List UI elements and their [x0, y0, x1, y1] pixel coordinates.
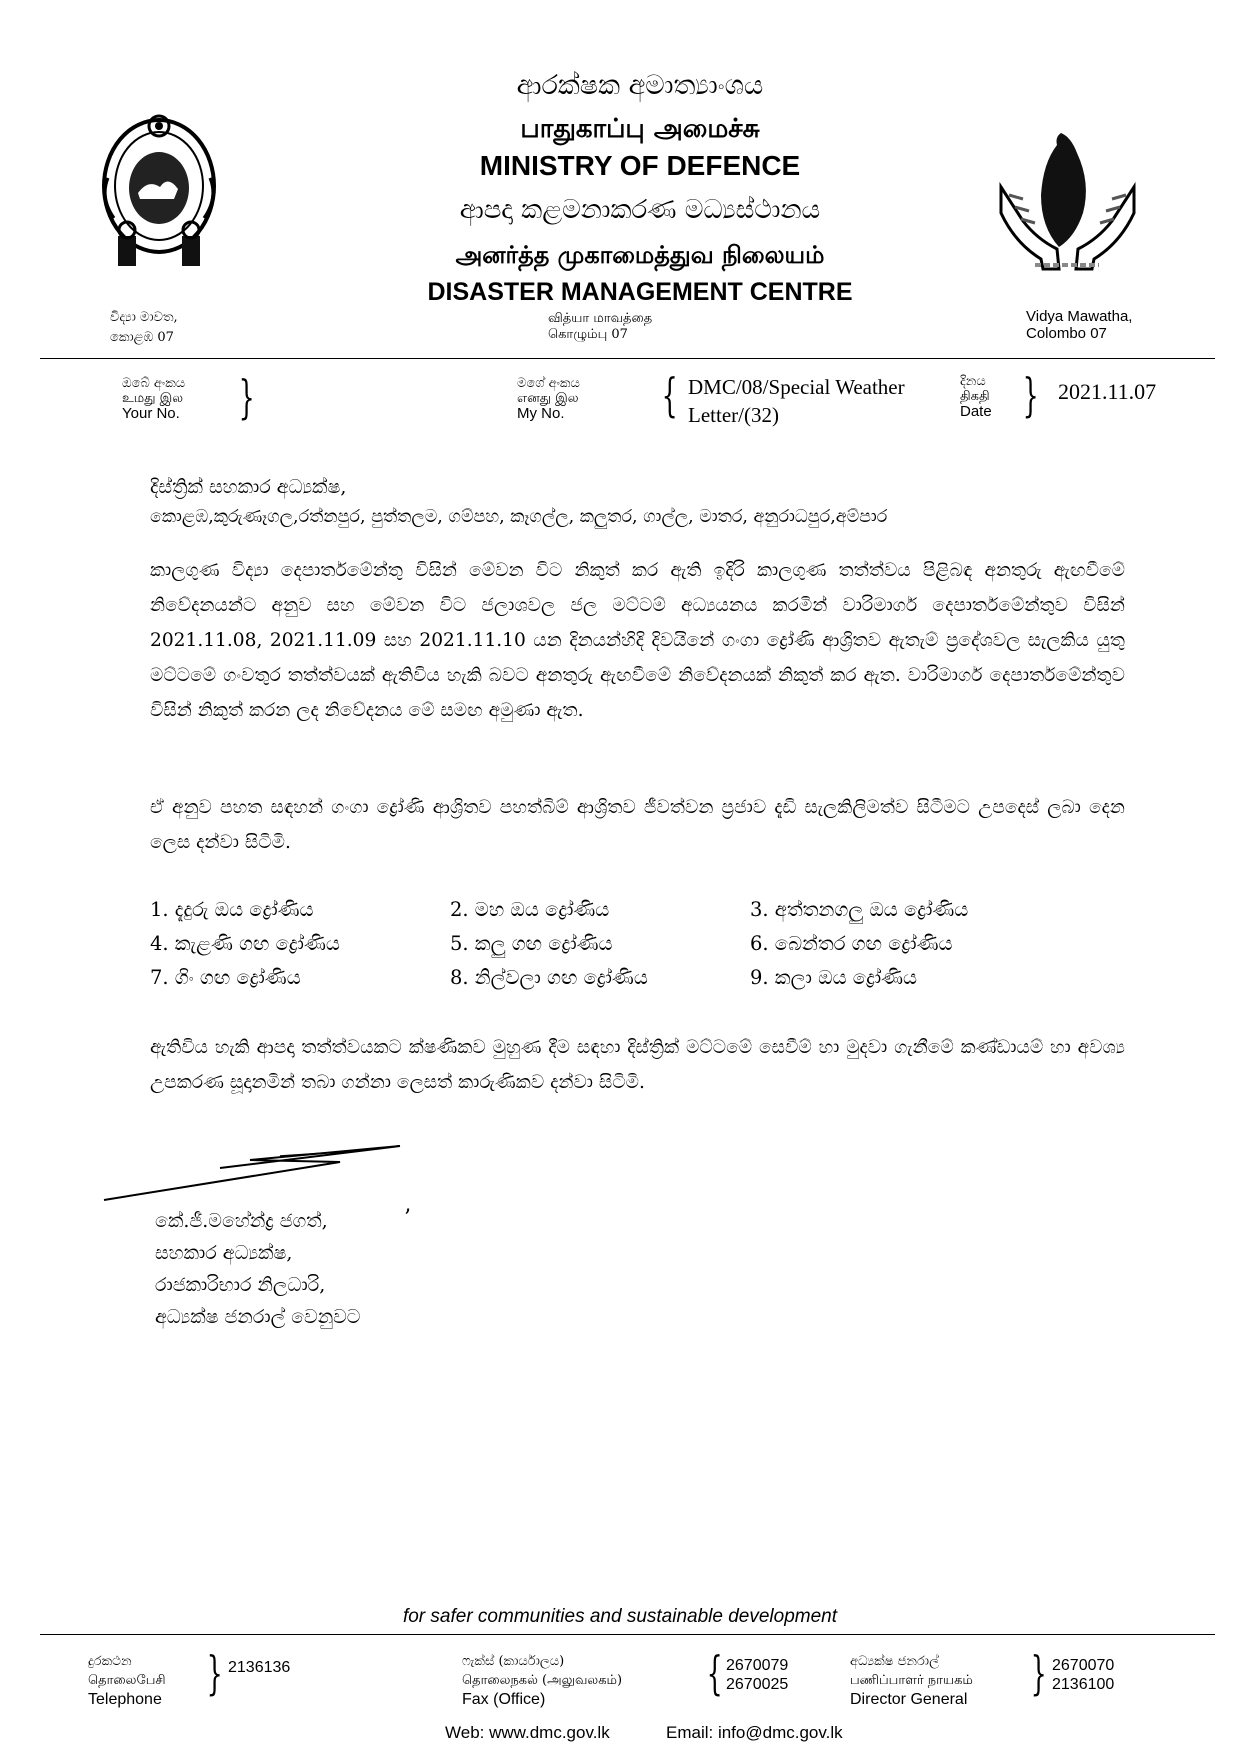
basin-item: 7. ගිං ගඟ ද්‍රෝණිය: [150, 966, 301, 989]
signature-tick: ’: [404, 1206, 411, 1231]
centre-title-sinhala: ආපදා කළමනාකරණ මධ්‍යස්ථානය: [459, 195, 821, 225]
body-paragraph-1: කාලගුණ විද්‍යා දෙපාර්තමේන්තු විසින් මේවන විට නිකුත් කර ඇති ඉදිරි කාලගුණ තත්ත්වය පිළිබඳ අනතුරු ඇඟවීමේ නිවේදනයන්ට අනුව සහ මේවන විට ජලාශවල ජල මට්ටම් අධ්‍යයනය කරමින් වාරිමාර්ග දෙපාර්තමේන්තුව විසින් 2021.11.08, 2021.11.09 සහ 2021.11.10 යන දිනයන්හිදි දිවයිනේ ගංගා ද්‍රෝණි ආශ්‍රිතව ඇතැම් ප්‍රදේශවල සැලකිය යුතු මට්ටමේ ගංවතුර තත්ත්වයක් ඇතිවිය හැකි බවට අනතුරු ඇඟවීමේ නිවේදනයක් නිකුත් කර ඇත. වාරිමාර්ග දෙපාර්තමේන්තුව විසින් නිකුත් කරන ලද නිවේදනය මේ සමඟ අමුණා ඇත.: [150, 560, 1125, 721]
date-value: 2021.11.07: [1058, 379, 1157, 404]
signatory-title-3: අධ්‍යක්ෂ ජනරාල් වෙනුවට: [155, 1306, 361, 1328]
my-no-sinhala: මගේ අංකය: [517, 376, 580, 391]
basin-item: 1. දැදුරු ඔය ද්‍රෝණිය: [150, 898, 314, 921]
brace-date: }: [1022, 368, 1039, 422]
signatory-title-2: රාජකාරිභාර නිලධාරි,: [155, 1274, 326, 1296]
ministry-title-tamil: பாதுகாப்பு அமைச்சு: [520, 114, 760, 144]
director-general-label-tamil: பணிப்பாளர் நாயகம்: [850, 1673, 973, 1688]
basin-item: 2. මහ ඔය ද්‍රෝණිය: [450, 898, 610, 921]
your-no-english: Your No.: [122, 405, 180, 422]
fax-label: [462, 1652, 622, 1709]
telephone-value: 2136136: [228, 1659, 291, 1676]
brace-my-no: {: [661, 368, 678, 422]
footer-divider: [40, 1634, 1215, 1635]
basin-item: 6. බෙන්තර ගඟ ද්‍රෝණිය: [750, 932, 953, 955]
director-general-label-sinhala: අධ්‍යක්ෂ ජනරාල්: [850, 1654, 939, 1669]
my-no-value: [688, 373, 905, 429]
address-left-line2: කොළඹ 07: [110, 330, 174, 345]
telephone-label-tamil: தொலைபேசி: [88, 1673, 166, 1688]
my-no-value-line2: Letter/(32): [688, 403, 779, 427]
fax-label-sinhala: ෆැක්ස් (කාර්යාලය): [462, 1654, 565, 1669]
my-no-english: My No.: [517, 405, 565, 422]
director-general-label-english: Director General: [850, 1691, 968, 1708]
my-no-tamil: எனது இல: [517, 391, 579, 406]
header-divider: [40, 358, 1215, 359]
handwritten-signature-icon: [100, 1140, 430, 1210]
date-block: [960, 374, 992, 419]
signatory-name: කේ.ජී.මහේන්ද්‍ර ජගත්,: [155, 1210, 328, 1232]
brace-your-no: }: [238, 370, 255, 424]
ministry-title-sinhala: ආරක්ෂක අමාත්‍යාංශය: [516, 70, 764, 101]
dmc-logo-icon: [995, 125, 1140, 277]
fax-value-2: 2670025: [726, 1676, 789, 1693]
river-basin-list: [150, 893, 1030, 995]
your-no-tamil: உமது இல: [122, 391, 184, 406]
signature-block: [155, 1205, 360, 1333]
basin-row: [150, 893, 1030, 927]
national-emblem-icon: [98, 108, 220, 273]
date-sinhala: දිනය: [960, 374, 986, 389]
your-no-sinhala: ඔබේ අංකය: [122, 376, 186, 391]
telephone-label-english: Telephone: [88, 1691, 162, 1708]
signatory-title-1: සහකාර අධ්‍යක්ෂ,: [155, 1242, 293, 1264]
date-tamil: திகதி: [960, 389, 990, 404]
footer-email[interactable]: Email: info@dmc.gov.lk: [666, 1723, 843, 1742]
date-english: Date: [960, 403, 992, 420]
fax-value-1: 2670079: [726, 1657, 789, 1674]
fax-label-english: Fax (Office): [462, 1691, 546, 1708]
brace-telephone: }: [206, 1646, 223, 1700]
body-paragraph-2: ඒ අනුව පහත සඳහන් ගංගා ද්‍රෝණි ආශ්‍රිතව පහත්බිම් ආශ්‍රිතව ජීවත්වන ප්‍රජාව දැඩි සැලකිලිමත්ව සිටීමට උපදෙස් ලබා දෙන ලෙස දන්වා සිටිමි.: [150, 797, 1125, 853]
ministry-title-english: MINISTRY OF DEFENCE: [479, 150, 801, 181]
my-no-block: [517, 376, 580, 421]
basin-item: 8. නිල්වලා ගඟ ද්‍රෝණිය: [450, 966, 648, 989]
basin-row: [150, 927, 1030, 961]
director-general-value-2: 2136100: [1052, 1676, 1115, 1693]
your-no-block: [122, 376, 185, 421]
telephone-label-sinhala: දුරකථන: [88, 1654, 132, 1669]
address-right-line1: Vidya Mawatha,: [1026, 308, 1133, 325]
basin-item: 5. කලු ගඟ ද්‍රෝණිය: [450, 932, 613, 955]
footer-slogan: for safer communities and sustainable development: [402, 1606, 838, 1627]
brace-director-general: }: [1030, 1646, 1047, 1700]
address-center-line1: வித்யா மாவத்தை: [548, 311, 653, 326]
centre-title-tamil: அனர்த்த முகாமைத்துவ நிலையம்: [455, 240, 825, 269]
address-right: [1026, 308, 1132, 342]
address-right-line2: Colombo 07: [1026, 325, 1107, 342]
basin-item: 4. කැළණි ගඟ ද්‍රෝණිය: [150, 932, 340, 955]
director-general-value-1: 2670070: [1052, 1657, 1115, 1674]
brace-fax: {: [706, 1646, 723, 1700]
fax-values: [726, 1656, 788, 1694]
centre-title-english: DISASTER MANAGEMENT CENTRE: [427, 278, 853, 306]
address-center: [548, 311, 652, 343]
address-left: [110, 310, 178, 346]
telephone-label: [88, 1652, 166, 1709]
addressee-line1: දිස්ත්‍රික් සහකාර අධ්‍යක්ෂ,: [150, 476, 347, 498]
body-paragraph-3: ඇතිවිය හැකි ආපදා තත්ත්වයකට ක්ෂණිකව මුහුණ දීම සඳහා දිස්ත්‍රික් මට්ටමේ සෙවීම් හා මුදවා ගැනීමේ කණ්ඩායම් හා අවශ්‍ය උපකරණ සූදානමින් තබා ගන්නා ලෙසත් කාරුණිකව දන්වා සිටිමි.: [150, 1037, 1125, 1093]
address-center-line2: கொழும்பு 07: [548, 327, 628, 342]
address-left-line1: විද්‍යා මාවත,: [110, 310, 178, 325]
basin-item: 9. කලා ඔය ද්‍රෝණිය: [750, 966, 918, 989]
my-no-value-line1: DMC/08/Special Weather: [688, 375, 905, 399]
fax-label-tamil: தொலைநகல் (அலுவலகம்): [462, 1673, 623, 1688]
director-general-values: [1052, 1656, 1114, 1694]
basin-row: [150, 961, 1030, 995]
director-general-label: [850, 1652, 973, 1709]
addressee-line2: කොළඹ,කුරුණෑගල,රත්නපුර, පුත්තලම, ගම්පහ, කෑගල්ල, කලුතර, ගාල්ල, මාතර, අනුරාධපුර,අම්පාර: [150, 507, 888, 527]
basin-item: 3. අත්තනගලු ඔය ද්‍රෝණිය: [750, 898, 969, 921]
footer-web[interactable]: Web: www.dmc.gov.lk: [445, 1723, 610, 1742]
